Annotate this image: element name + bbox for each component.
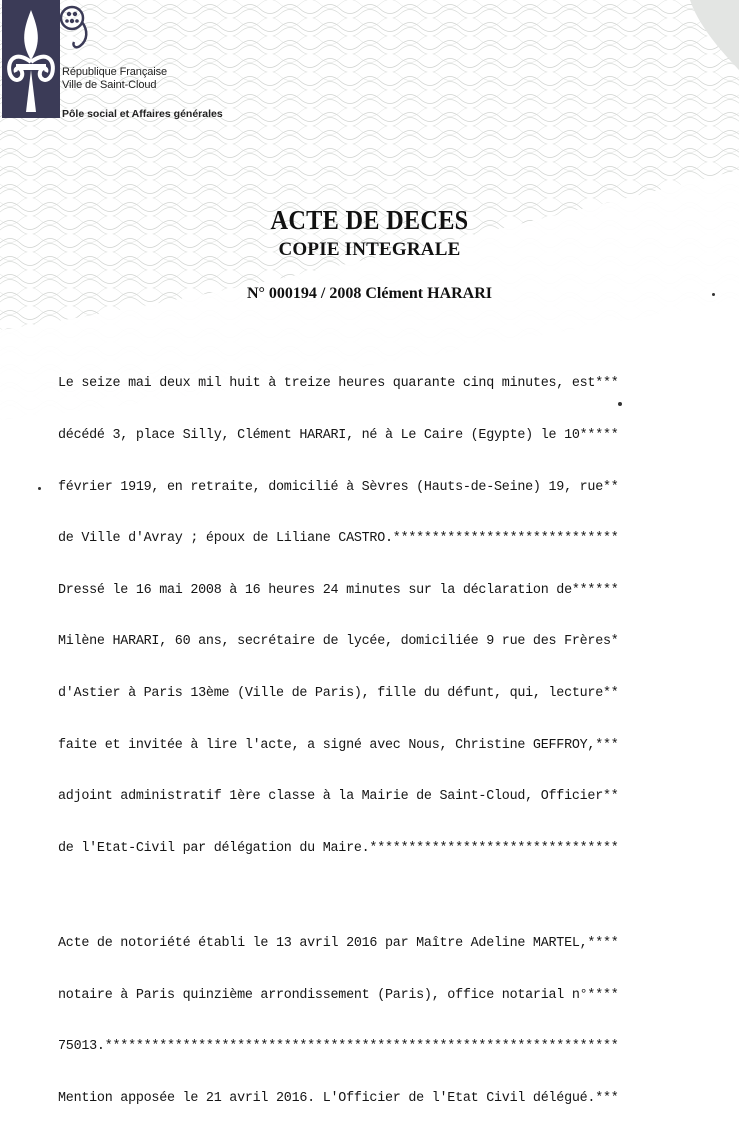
ink-speck (712, 293, 715, 296)
body-line: faite et invitée à lire l'acte, a signé avec Nous, Christine GEFFROY,*** (58, 737, 619, 753)
paragraph-gap (58, 892, 739, 901)
ville-label: Ville de Saint-Cloud (62, 79, 157, 91)
body-line: Mention apposée le 21 avril 2016. L'Officier de l'Etat Civil délégué.*** (58, 1090, 619, 1106)
body-line: de l'Etat-Civil par délégation du Maire.******************************** (58, 840, 619, 856)
ink-speck (618, 402, 622, 406)
republique-label: République Française (62, 66, 168, 78)
body-line: Le seize mai deux mil huit à treize heures quarante cinq minutes, est*** (58, 376, 619, 392)
document-subtitle: COPIE INTEGRALE (278, 239, 461, 260)
body-line: adjoint administratif 1ère classe à la Mairie de Saint-Cloud, Officier** (58, 789, 619, 805)
body-line: Acte de notoriété établi le 13 avril 2016 par Maître Adeline MARTEL,**** (58, 935, 619, 951)
body-line: 75013.****************************************************************** (58, 1039, 619, 1055)
body-line: Dressé le 16 mai 2008 à 16 heures 24 minutes sur la déclaration de****** (58, 582, 619, 598)
body-line: février 1919, en retraite, domicilié à Sèvres (Hauts-de-Seine) 19, rue** (58, 479, 619, 495)
act-number: N° 000194 / 2008 Clément HARARI (246, 285, 493, 302)
act-body (58, 341, 739, 1124)
letterhead (0, 0, 300, 125)
ornament-icon (58, 0, 94, 60)
body-line: d'Astier à Paris 13ème (Ville de Paris), fille du défunt, qui, lecture** (58, 686, 619, 702)
issuer-block (62, 66, 167, 92)
body-line: notaire à Paris quinzième arrondissement (Paris), office notarial n°**** (58, 987, 619, 1003)
document-title: ACTE DE DECES (270, 205, 469, 235)
fleur-de-lis-icon (2, 0, 60, 118)
body-line: Milène HARARI, 60 ans, secrétaire de lycée, domiciliée 9 rue des Frères* (58, 634, 619, 650)
department-label: Pôle social et Affaires générales (62, 108, 223, 120)
body-line: décédé 3, place Silly, Clément HARARI, né à Le Caire (Egypte) le 10***** (58, 428, 619, 444)
ink-speck (38, 487, 41, 490)
saint-cloud-logo (2, 0, 60, 118)
body-line: de Ville d'Avray ; époux de Liliane CASTRO.***************************** (58, 531, 619, 547)
